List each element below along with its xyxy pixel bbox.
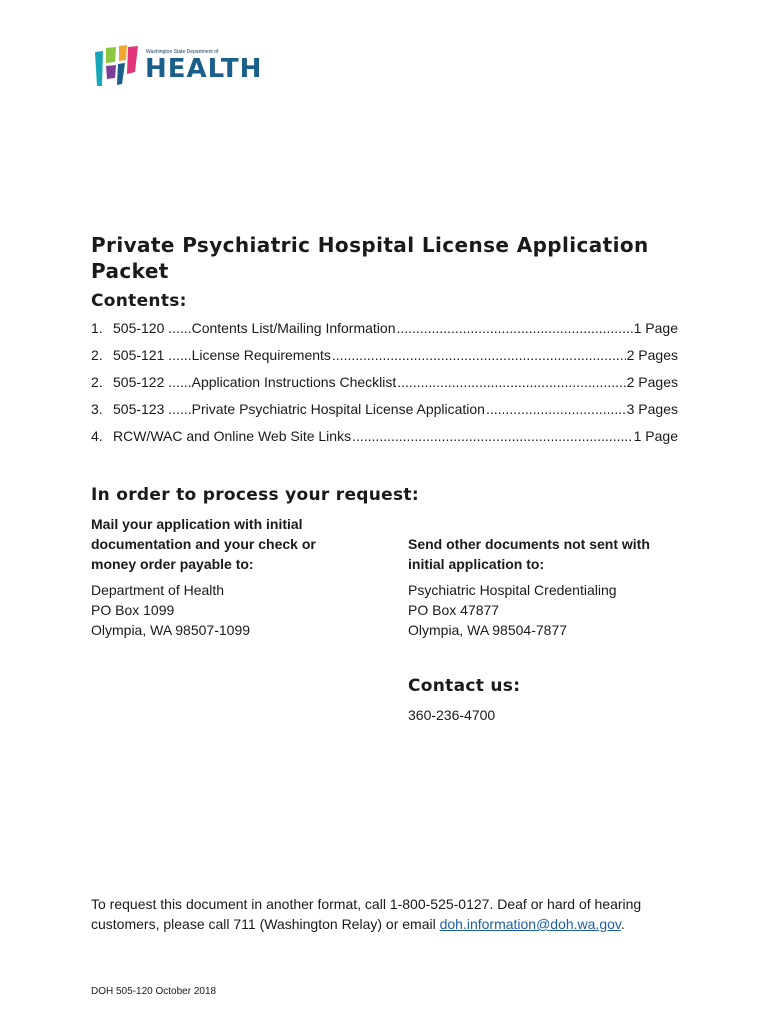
list-item <box>91 345 678 372</box>
email-link[interactable]: doh.information@doh.wa.gov <box>439 916 621 932</box>
item-title: RCW/WAC and Online Web Site Links <box>113 428 352 444</box>
accessibility-text: To request this document in another format, call 1-800-525-0127. Deaf or hard of hearing customers, please call 711 (Washington Relay) or email <box>91 896 642 932</box>
send-address <box>408 580 617 640</box>
address-line: Olympia, WA 98507-1099 <box>91 622 251 638</box>
item-title: 505-120 ......Contents List/Mailing Information <box>113 320 396 336</box>
item-title: 505-121 ......License Requirements <box>113 347 331 363</box>
list-item <box>91 426 678 453</box>
logo-word: HEALTH <box>145 54 263 84</box>
contents-list <box>91 318 678 453</box>
item-pages: 3 Pages <box>626 401 678 417</box>
item-pages: 2 Pages <box>626 374 678 390</box>
contents-heading: Contents: <box>91 291 187 311</box>
item-title: 505-123 ......Private Psychiatric Hospital License Application <box>113 401 485 417</box>
dot-leader <box>332 345 626 365</box>
dot-leader <box>486 399 626 419</box>
dot-leader <box>352 426 633 446</box>
item-number: 2. <box>91 347 103 363</box>
contact-phone: 360-236-4700 <box>408 707 496 723</box>
process-heading: In order to process your request: <box>91 485 419 505</box>
address-line: Department of Health <box>91 582 225 598</box>
document-title: Private Psychiatric Hospital License Application Packet <box>91 233 649 283</box>
address-line: PO Box 47877 <box>408 602 500 618</box>
list-item <box>91 399 678 426</box>
item-number: 4. <box>91 428 103 444</box>
item-number: 1. <box>91 320 103 336</box>
accessibility-end: . <box>620 916 625 932</box>
item-pages: 1 Page <box>633 428 678 444</box>
item-number: 2. <box>91 374 103 390</box>
address-line: Olympia, WA 98504-7877 <box>408 622 568 638</box>
accessibility-notice <box>91 894 691 934</box>
list-item <box>91 318 678 345</box>
contact-heading: Contact us: <box>408 676 521 696</box>
doh-logo-mark <box>94 44 144 88</box>
list-item <box>91 372 678 399</box>
footer-code: DOH 505-120 October 2018 <box>91 986 217 997</box>
item-pages: 2 Pages <box>626 347 678 363</box>
send-label: Send other documents not sent with initial application to: <box>408 536 650 572</box>
doh-logo <box>94 44 263 88</box>
address-line: Psychiatric Hospital Credentialing <box>408 582 617 598</box>
logo-small-text: Washington State Department of <box>146 49 219 55</box>
dot-leader <box>396 318 632 338</box>
mail-label: Mail your application with initial documentation and your check or money order payable to: <box>91 516 316 572</box>
item-pages: 1 Page <box>633 320 678 336</box>
dot-leader <box>397 372 625 392</box>
mail-address <box>91 580 250 640</box>
item-number: 3. <box>91 401 103 417</box>
address-line: PO Box 1099 <box>91 602 175 618</box>
item-title: 505-122 ......Application Instructions Checklist <box>113 374 397 390</box>
